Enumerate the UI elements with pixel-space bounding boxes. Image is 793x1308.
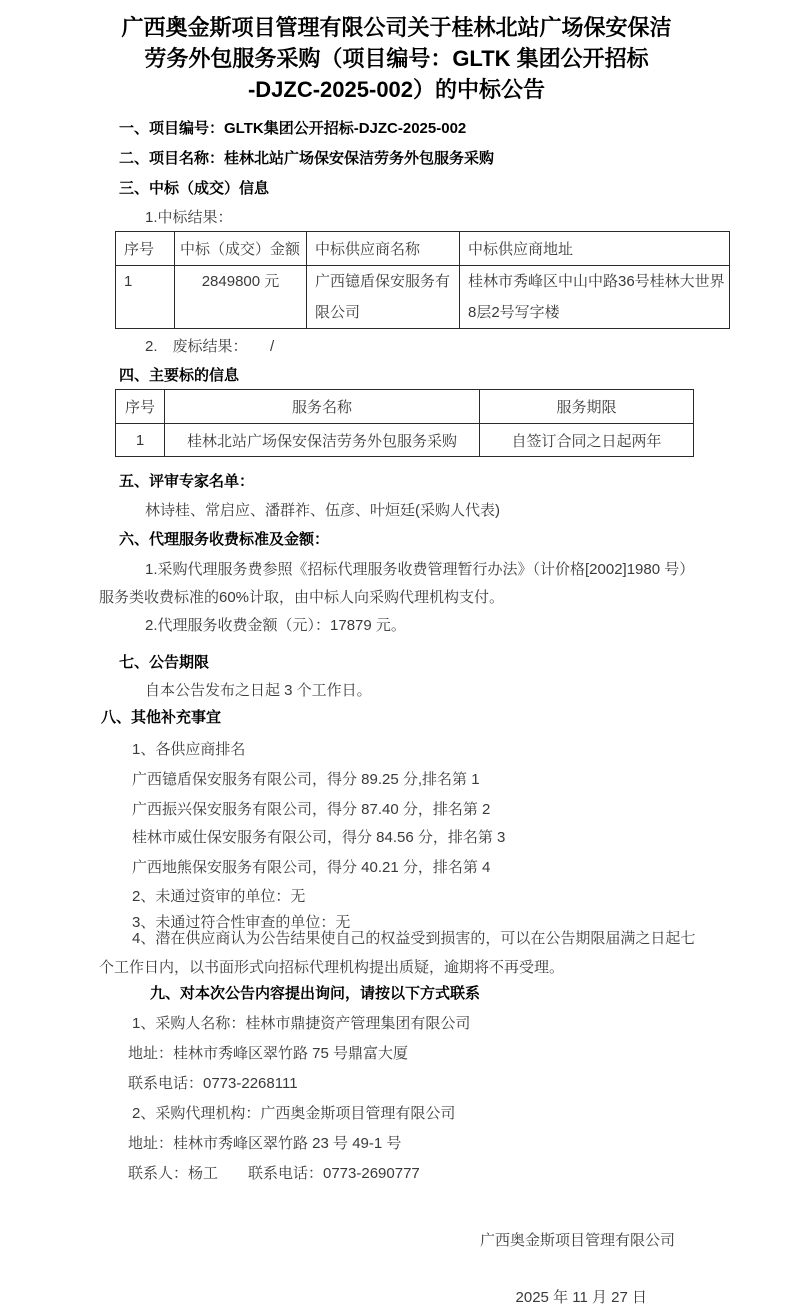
subject-table xyxy=(115,389,694,457)
award-result-label: 1.中标结果： xyxy=(145,209,233,226)
award-header-supplier-name: 中标供应商名称 xyxy=(307,232,460,266)
section-notice-period-heading: 七、公告期限 xyxy=(119,654,210,671)
section-other-heading: 八、其他补充事宜 xyxy=(101,709,222,726)
award-cell-supplier-address: 桂林市秀峰区中山中路36号桂林大世界8层2号写字楼 xyxy=(460,266,730,329)
agency-address: 地址：桂林市秀峰区翠竹路 23 号 49-1 号 xyxy=(128,1135,402,1152)
notice-period-text: 自本公告发布之日起 3 个工作日。 xyxy=(145,682,372,699)
no-qualification-fail: 2、未通过资审的单位：无 xyxy=(132,888,306,905)
ranking-label: 1、各供应商排名 xyxy=(132,741,246,758)
subject-table-header-row xyxy=(116,390,694,424)
section-subject-heading: 四、主要标的信息 xyxy=(119,367,240,384)
ranking-item-4: 广西地熊保安服务有限公司，得分 40.21 分，排名第 4 xyxy=(132,859,491,876)
objection-line1: 4、潜在供应商认为公告结果使自己的权益受到损害的，可以在公告期限届满之日起七 xyxy=(132,930,696,947)
agency-fee-amount: 2.代理服务收费金额（元）：17879 元。 xyxy=(145,617,406,634)
agency-fee-line2: 服务类收费标准的60%计取，由中标人向采购代理机构支付。 xyxy=(99,589,505,606)
award-cell-seq: 1 xyxy=(116,266,175,329)
award-table-header-row xyxy=(116,232,730,266)
subject-cell-seq: 1 xyxy=(116,424,165,457)
purchaser-address: 地址：桂林市秀峰区翠竹路 75 号鼎富大厦 xyxy=(128,1045,409,1062)
subject-cell-service-name: 桂林北站广场保安保洁劳务外包服务采购 xyxy=(165,424,480,457)
award-header-amount: 中标（成交）金额 xyxy=(175,232,307,266)
award-cell-supplier-name: 广西镱盾保安服务有限公司 xyxy=(307,266,460,329)
subject-header-service-name: 服务名称 xyxy=(165,390,480,424)
section-award-info-heading: 三、中标（成交）信息 xyxy=(119,180,270,197)
agency-contact: 联系人：杨工 联系电话：0773-2690777 xyxy=(128,1165,420,1182)
signature-company: 广西奥金斯项目管理有限公司 xyxy=(479,1232,675,1249)
award-table-row xyxy=(116,266,730,329)
section-agency-fee-heading: 六、代理服务收费标准及金额： xyxy=(119,531,330,548)
invalid-bid-label: 2. 废标结果： / xyxy=(145,338,275,355)
subject-table-row xyxy=(116,424,694,457)
purchaser-phone: 联系电话：0773-2268111 xyxy=(128,1075,298,1092)
objection-line2: 个工作日内，以书面形式向招标代理机构提出质疑，逾期将不再受理。 xyxy=(99,959,565,976)
award-cell-amount: 2849800 元 xyxy=(175,266,307,329)
section-project-name: 二、项目名称：桂林北站广场保安保洁劳务外包服务采购 xyxy=(119,150,495,167)
award-result-table xyxy=(115,231,730,329)
award-header-supplier-address: 中标供应商地址 xyxy=(460,232,730,266)
award-header-seq: 序号 xyxy=(116,232,175,266)
section-experts-heading: 五、评审专家名单： xyxy=(119,473,255,490)
subject-header-service-term: 服务期限 xyxy=(480,390,694,424)
agency-fee-line1: 1.采购代理服务费参照《招标代理服务收费管理暂行办法》（计价格[2002]1980 号） xyxy=(145,561,695,578)
ranking-item-3: 桂林市威仕保安服务有限公司，得分 84.56 分，排名第 3 xyxy=(132,829,506,846)
signature-date: 2025 年 11 月 27 日 xyxy=(515,1289,647,1306)
page-title xyxy=(70,12,723,105)
agency-name: 2、采购代理机构：广西奥金斯项目管理有限公司 xyxy=(132,1105,456,1122)
purchaser-name: 1、采购人名称：桂林市鼎捷资产管理集团有限公司 xyxy=(132,1015,471,1032)
section-project-number: 一、项目编号：GLTK集团公开招标-DJZC-2025-002 xyxy=(119,120,467,137)
ranking-item-1: 广西镱盾保安服务有限公司，得分 89.25 分,排名第 1 xyxy=(132,771,480,788)
no-compliance-fail: 3、未通过符合性审查的单位：无 xyxy=(132,914,351,931)
subject-cell-service-term: 自签订合同之日起两年 xyxy=(480,424,694,457)
subject-header-seq: 序号 xyxy=(116,390,165,424)
page-title-line-1: 广西奥金斯项目管理有限公司关于桂林北站广场保安保洁 xyxy=(121,15,672,40)
experts-names: 林诗桂、常启应、潘群祚、伍彦、叶烜廷(采购人代表) xyxy=(145,502,500,519)
ranking-item-2: 广西振兴保安服务有限公司，得分 87.40 分，排名第 2 xyxy=(132,801,491,818)
section-contact-heading: 九、对本次公告内容提出询问，请按以下方式联系 xyxy=(150,985,481,1002)
page-title-line-2: 劳务外包服务采购（项目编号：GLTK 集团公开招标 xyxy=(144,46,649,71)
page-title-line-3: -DJZC-2025-002）的中标公告 xyxy=(247,77,546,102)
